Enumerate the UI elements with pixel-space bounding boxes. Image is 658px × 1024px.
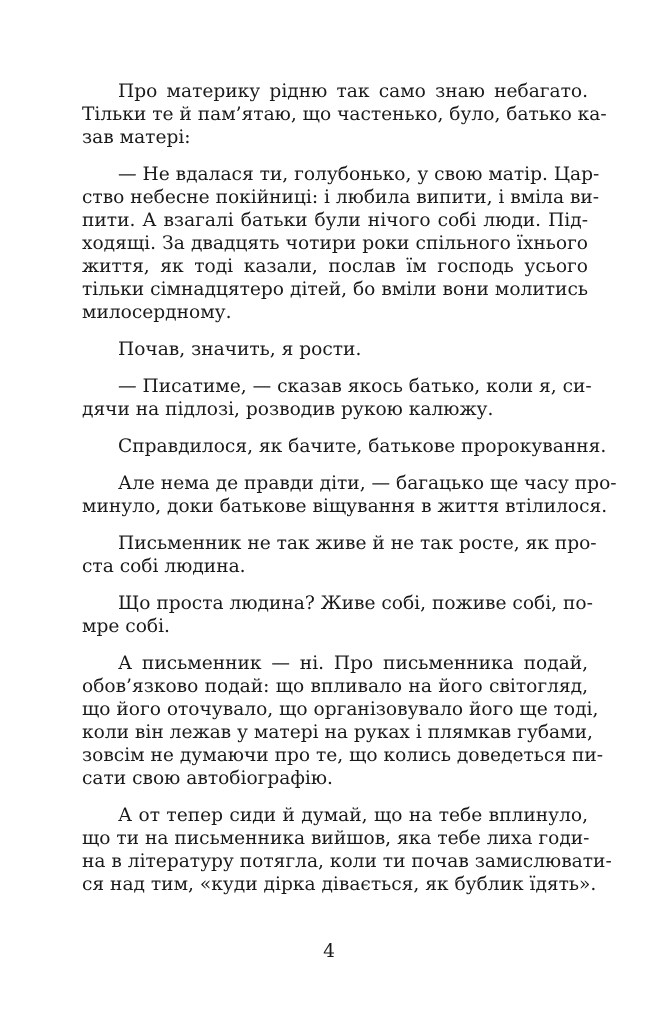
text-line: що ти на письменника вийшов, яка тебе лиха годи- [82, 828, 590, 849]
page-body [82, 80, 617, 910]
paragraph [82, 435, 607, 458]
text-line: А от тепер сиди й думай, що на тебе вплинуло, [118, 805, 588, 826]
text-line: коли він лежав у матері на руках і плямкав губами, [82, 722, 593, 743]
text-line: ходящі. За двадцять чотири роки спільного їхнього [82, 233, 588, 254]
text-line: життя, як тоді казали, послав їм господь усього [82, 256, 588, 277]
paragraph [82, 472, 617, 518]
text-line: ство небесне покійниці: і любила випити, і вміла ви- [82, 187, 600, 208]
text-line: — Не вдалася ти, голубонько, у свою матір. Цар- [118, 164, 600, 185]
paragraph [82, 80, 607, 149]
text-line: Справдилося, як бачите, батькове пророкування. [118, 436, 607, 457]
paragraph [82, 592, 593, 638]
text-line: ся над тим, «куди дірка дівається, як бублик їдять». [82, 874, 597, 895]
paragraph [82, 338, 588, 361]
page-number: 4 [323, 941, 335, 962]
text-line: що його оточувало, що організовувало його ще тоді, [82, 699, 599, 720]
text-line: мре собі. [82, 616, 170, 637]
text-line: Письменник не так живе й не так росте, як про- [118, 533, 597, 554]
text-line: А письменник — ні. Про письменника подай, [118, 653, 588, 674]
text-line: дячи на підлозі, розводив рукою калюжу. [82, 399, 494, 420]
text-line: обов’язково подай: що впливало на його світогляд, [82, 676, 588, 697]
text-line: зав матері: [82, 127, 191, 148]
text-line: зовсім не думаючи про те, що колись доведеться пи- [82, 745, 604, 766]
text-line: Почав, значить, я рости. [118, 339, 362, 360]
paragraph [82, 804, 612, 896]
paragraph [82, 163, 600, 324]
text-line: — Писатиме, — сказав якось батько, коли я, си- [118, 376, 592, 397]
paragraph [82, 652, 604, 790]
text-line: Про материку рідню так само знаю небагато. [118, 81, 588, 102]
text-line: тільки сімнадцятеро дітей, бо вміли вони молитись [82, 279, 588, 300]
text-line: Але нема де правди діти, — багацько ще часу про- [118, 473, 617, 494]
text-line: на в літературу потягла, коли ти почав замислювати- [82, 851, 612, 872]
text-line: Тільки те й пам’ятаю, що частенько, було, батько ка- [82, 104, 607, 125]
text-line: ста собі людина. [82, 556, 246, 577]
text-line: Що проста людина? Живе собі, поживе собі, по- [118, 593, 593, 614]
text-line: сати свою автобіографію. [82, 768, 333, 789]
paragraph [82, 532, 597, 578]
text-line: пити. А взагалі батьки були нічого собі люди. Під- [82, 210, 588, 231]
text-line: минуло, доки батькове віщування в життя втілилося. [82, 496, 608, 517]
text-line: милосердному. [82, 302, 232, 323]
paragraph [82, 375, 592, 421]
